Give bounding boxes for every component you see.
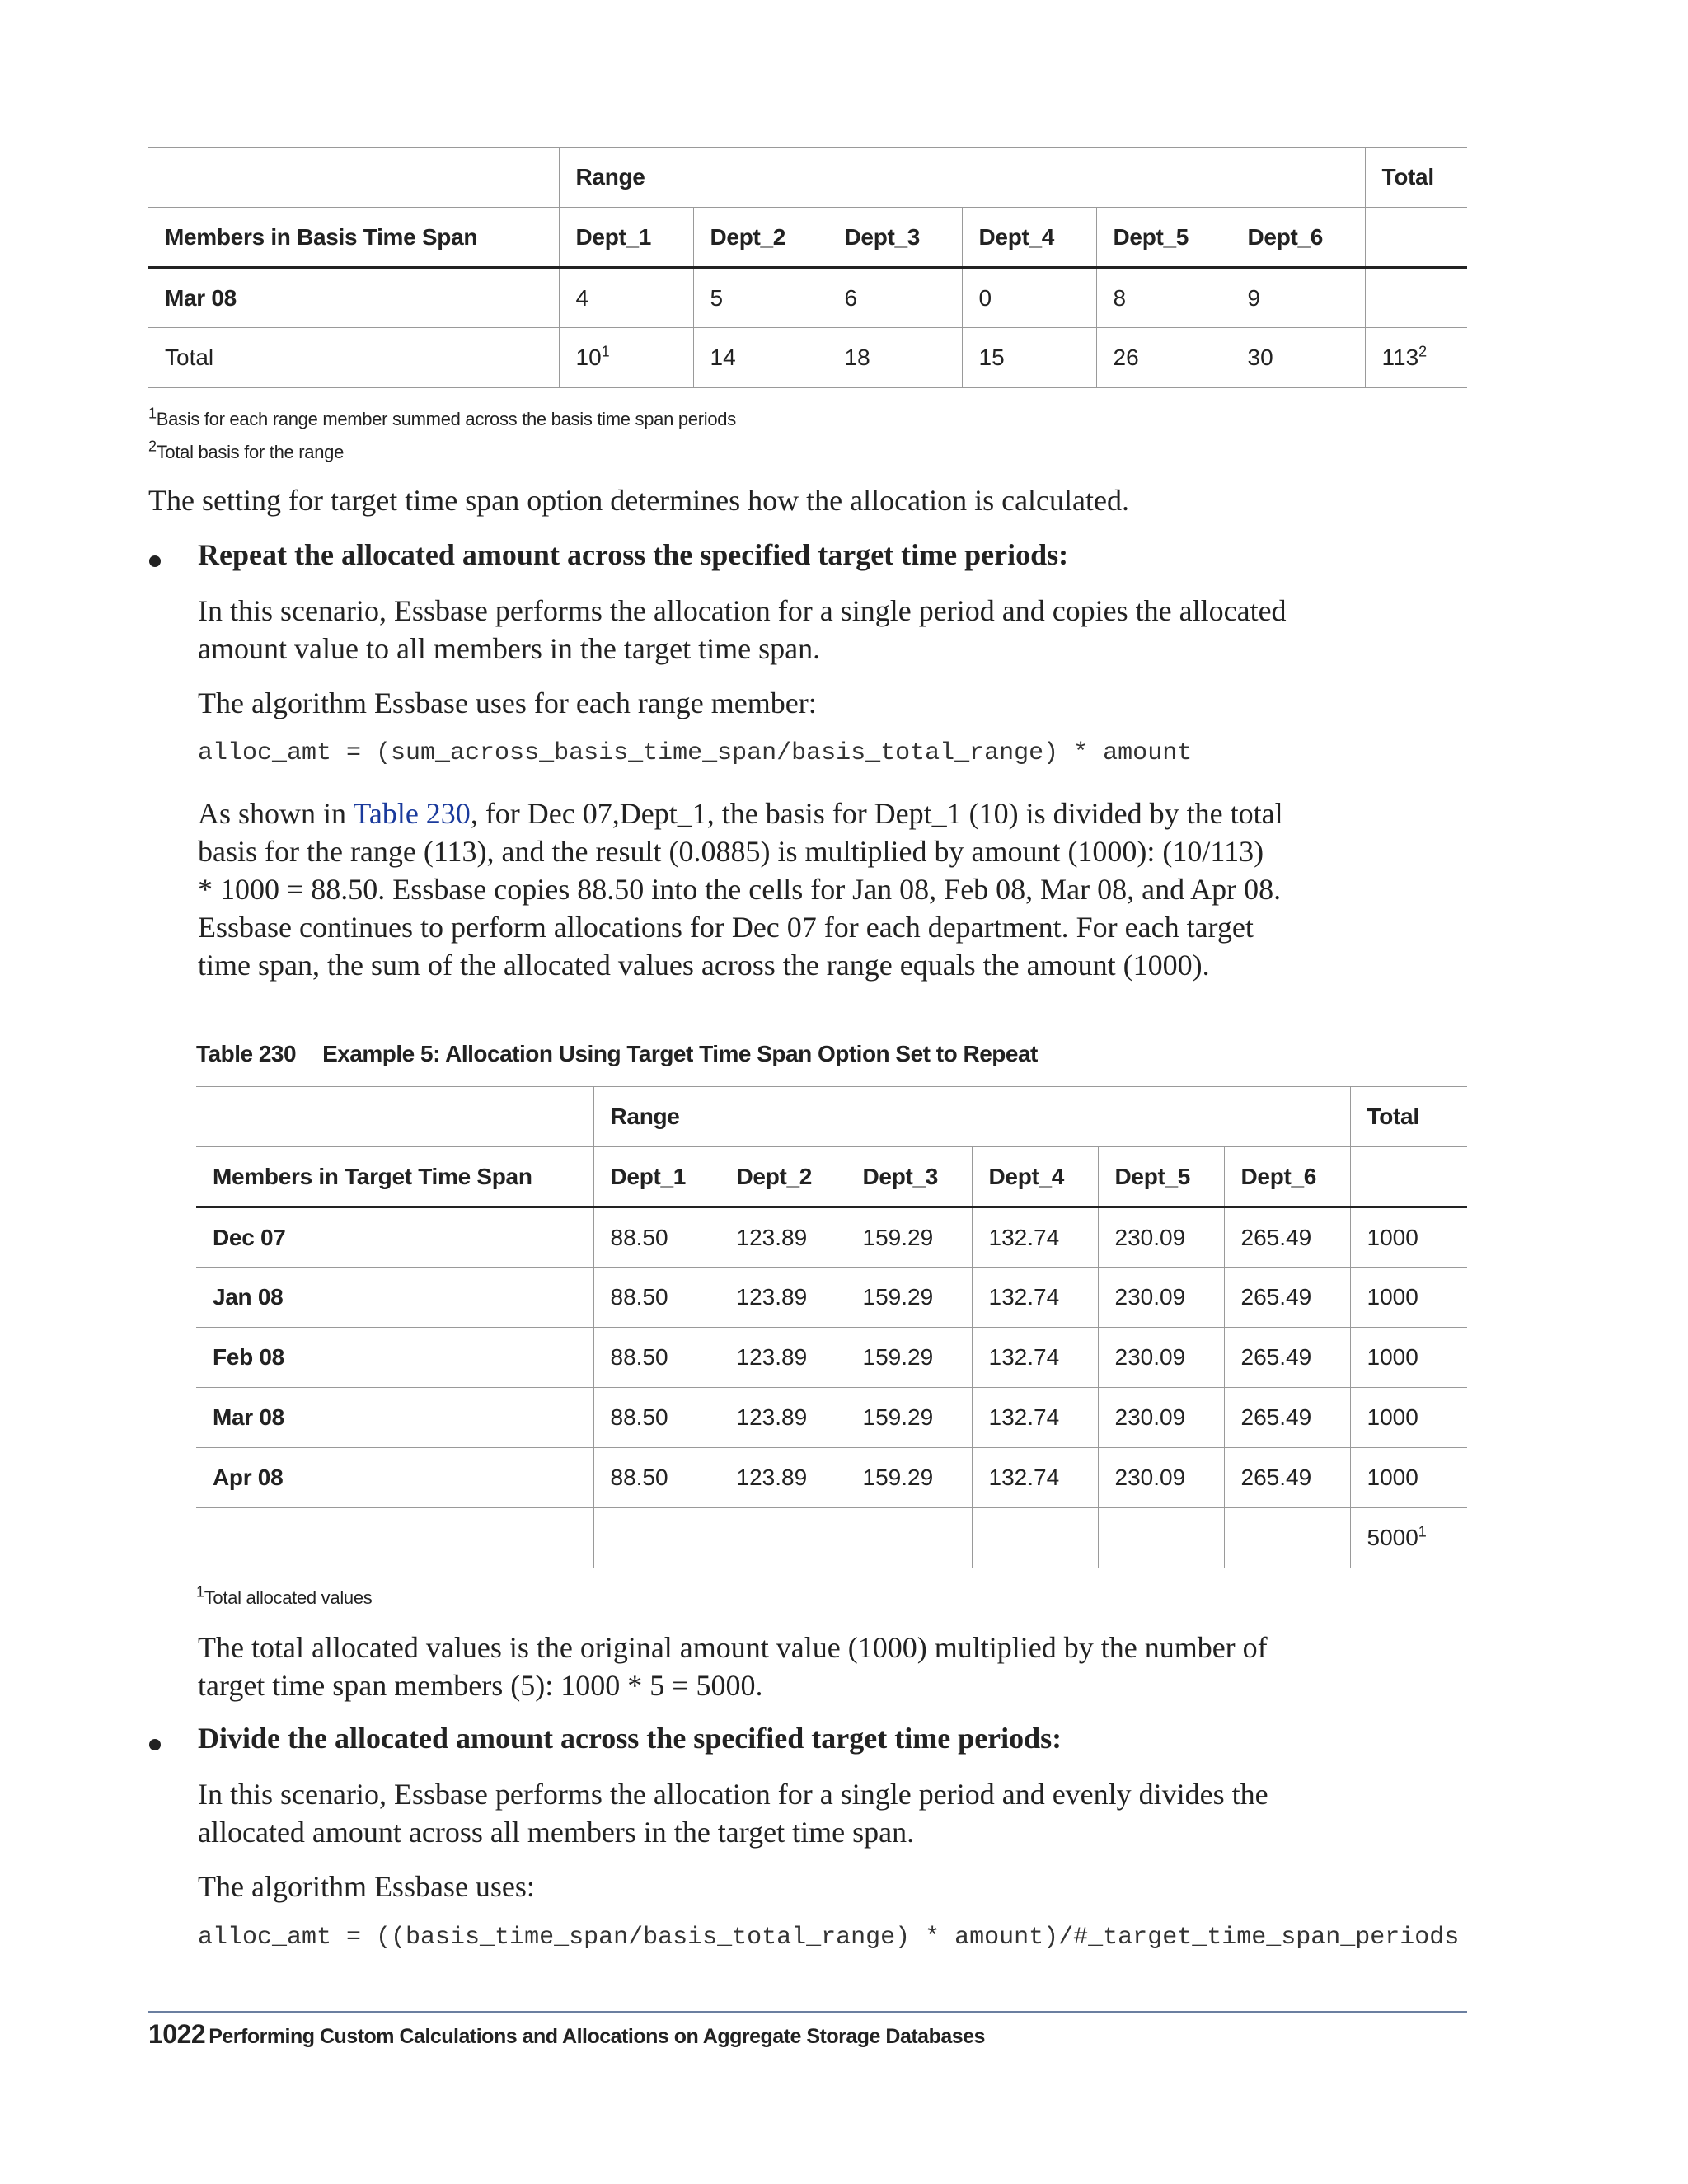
members-header: Members in Basis Time Span [148,208,559,268]
table-cell: 0 [962,268,1096,328]
text-line: * 1000 = 88.50. Essbase copies 88.50 into the cells for Jan 08, Feb 08, Mar 08, and Apr 08. [198,873,1282,906]
allocation-table [196,1086,1467,1568]
table-cell: 230.09 [1098,1328,1224,1388]
table-cell [1224,1508,1350,1568]
dept-header: Dept_4 [962,208,1096,268]
table-cell: 30 [1231,328,1365,388]
text-line [198,794,1283,832]
table-cell: 1000 [1350,1328,1467,1388]
table-cell: 159.29 [846,1388,972,1448]
footnote-text: Total allocated values [204,1587,373,1608]
footnote-number: 1 [148,405,157,422]
table-cell: 123.89 [720,1207,846,1268]
footer-title: Performing Custom Calculations and Allocations on Aggregate Storage Databases [209,2025,985,2048]
total-header: Total [1365,148,1467,208]
algorithm-code: alloc_amt = (sum_across_basis_time_span/basis_total_range) * amount [198,739,1193,767]
dept-header: Dept_6 [1224,1147,1350,1207]
table-link[interactable]: Table 230 [353,797,471,830]
total-header: Total [1350,1087,1467,1147]
row-label: Total [148,328,559,388]
table-cell: 5 [693,268,828,328]
page-footer [148,2019,985,2050]
footnote-text: Basis for each range member summed across the basis time span periods [156,409,736,429]
bullet-icon [149,1739,161,1750]
row-label: Mar 08 [148,268,559,328]
table-cell: 265.49 [1224,1207,1350,1268]
table-cell: 18 [828,328,962,388]
table-cell: 132.74 [972,1268,1098,1328]
table-cell: 159.29 [846,1328,972,1388]
table-cell: 123.89 [720,1448,846,1508]
table-header-row [148,208,1467,268]
text-line: amount value to all members in the target time span. [198,632,821,665]
table-cell: 88.50 [593,1388,720,1448]
table-cell: 6 [828,268,962,328]
dept-header: Dept_3 [846,1147,972,1207]
cell-value: 113 [1381,344,1419,370]
text-line: target time span members (5): 1000 * 5 = 5000. [198,1669,763,1702]
table-cell: 132.74 [972,1328,1098,1388]
table-cell: 8 [1096,268,1231,328]
table-cell: 26 [1096,328,1231,388]
table-cell: 15 [962,328,1096,388]
table-row [196,1207,1467,1268]
table-cell: 88.50 [593,1207,720,1268]
table-cell: 123.89 [720,1268,846,1328]
table-cell: 88.50 [593,1268,720,1328]
table-cell: 132.74 [972,1207,1098,1268]
table-cell: 132.74 [972,1448,1098,1508]
dept-header: Dept_6 [1231,208,1365,268]
table-cell: 88.50 [593,1448,720,1508]
table-caption-text: Example 5: Allocation Using Target Time Span Option Set to Repeat [322,1041,1038,1066]
row-label: Jan 08 [196,1268,593,1328]
table-cell [196,1508,593,1568]
footnote-marker: 2 [1418,343,1428,360]
table-cell: 14 [693,328,828,388]
example-paragraph [198,794,1283,984]
footnote-text: Total basis for the range [156,442,345,462]
row-label: Mar 08 [196,1388,593,1448]
dept-header: Dept_2 [693,208,828,268]
table-row [196,1268,1467,1328]
table-cell: 1000 [1350,1268,1467,1328]
table-cell [593,1508,720,1568]
bullet-paragraph [198,592,1287,668]
table1-footnote-1 [148,405,736,430]
table2-footnote [196,1583,373,1609]
bullet-icon [149,555,161,567]
footnote-number: 2 [148,438,157,455]
text-line: time span, the sum of the allocated values across the range equals the amount (1000). [198,949,1210,982]
row-label: Dec 07 [196,1207,593,1268]
dept-header: Dept_3 [828,208,962,268]
intro-paragraph: The setting for target time span option determines how the allocation is calculated. [148,484,1129,517]
bullet-heading: Repeat the allocated amount across the specified target time periods: [198,538,1069,571]
cell-value: 10 [575,344,602,370]
table-cell: 265.49 [1224,1448,1350,1508]
table-cell: 1000 [1350,1388,1467,1448]
table-cell: 230.09 [1098,1448,1224,1508]
text-span: As shown in [198,797,354,830]
table-header-cell [148,148,559,208]
table-header-row [196,1147,1467,1207]
dept-header: Dept_2 [720,1147,846,1207]
footer-rule [148,2011,1467,2013]
dept-header: Dept_5 [1096,208,1231,268]
footnote-marker: 1 [601,343,610,360]
text-line: allocated amount across all members in the target time span. [198,1816,915,1849]
algorithm-intro: The algorithm Essbase uses: [198,1870,535,1903]
table-header-row [196,1087,1467,1147]
basis-table [148,147,1467,388]
algorithm-code: alloc_amt = ((basis_time_span/basis_total_range) * amount)/#_target_time_span_periods [198,1924,1460,1952]
bullet-paragraph [198,1775,1268,1851]
table-total-row [196,1508,1467,1568]
text-line: In this scenario, Essbase performs the allocation for a single period and copies the allocated [198,594,1287,627]
table-caption [196,1041,1038,1067]
table-cell [1098,1508,1224,1568]
text-line: In this scenario, Essbase performs the allocation for a single period and evenly divides the [198,1778,1268,1811]
table-cell [1365,328,1467,388]
table-row [196,1328,1467,1388]
table-row [196,1388,1467,1448]
table-row [196,1448,1467,1508]
table-cell: 123.89 [720,1328,846,1388]
table1-footnote-2 [148,438,345,463]
row-label: Apr 08 [196,1448,593,1508]
table-cell: 230.09 [1098,1207,1224,1268]
table-cell: 1000 [1350,1207,1467,1268]
footnote-number: 1 [196,1583,204,1601]
table-cell: 230.09 [1098,1388,1224,1448]
table-cell: 132.74 [972,1388,1098,1448]
text-line: Essbase continues to perform allocations for Dec 07 for each department. For each target [198,911,1254,944]
algorithm-intro: The algorithm Essbase uses for each range member: [198,687,817,719]
table-cell [1365,268,1467,328]
table-cell [846,1508,972,1568]
text-line: The total allocated values is the original amount value (1000) multiplied by the number of [198,1631,1268,1664]
range-header: Range [559,148,1365,208]
dept-header: Dept_1 [593,1147,720,1207]
total-explanation [198,1629,1268,1704]
table-row [148,328,1467,388]
footnote-marker: 1 [1418,1523,1427,1540]
table-cell [559,328,693,388]
table-cell: 230.09 [1098,1268,1224,1328]
table-cell: 88.50 [593,1328,720,1388]
dept-header: Dept_5 [1098,1147,1224,1207]
table-cell: 123.89 [720,1388,846,1448]
table-header-row [148,148,1467,208]
table-header-cell [1350,1147,1467,1207]
members-header: Members in Target Time Span [196,1147,593,1207]
table-cell [1350,1508,1467,1568]
table-cell: 4 [559,268,693,328]
text-span: , for Dec 07,Dept_1, the basis for Dept_1 (10) is divided by the total [470,797,1283,830]
table-cell: 265.49 [1224,1328,1350,1388]
table-cell: 159.29 [846,1207,972,1268]
table-cell: 265.49 [1224,1268,1350,1328]
table-header-cell [196,1087,593,1147]
table-cell: 1000 [1350,1448,1467,1508]
cell-value: 5000 [1367,1525,1418,1550]
text-line: basis for the range (113), and the result (0.0885) is multiplied by amount (1000): (10/113) [198,835,1264,868]
range-header: Range [593,1087,1350,1147]
table-cell [720,1508,846,1568]
bullet-heading: Divide the allocated amount across the specified target time periods: [198,1722,1062,1755]
table-cell [972,1508,1098,1568]
table-cell: 9 [1231,268,1365,328]
table-row [148,268,1467,328]
table-cell: 159.29 [846,1448,972,1508]
table-header-cell [1365,208,1467,268]
table-caption-number: Table 230 [196,1041,297,1066]
dept-header: Dept_4 [972,1147,1098,1207]
page-number: 1022 [148,2019,206,2049]
table-cell: 265.49 [1224,1388,1350,1448]
table-cell: 159.29 [846,1268,972,1328]
dept-header: Dept_1 [559,208,693,268]
row-label: Feb 08 [196,1328,593,1388]
